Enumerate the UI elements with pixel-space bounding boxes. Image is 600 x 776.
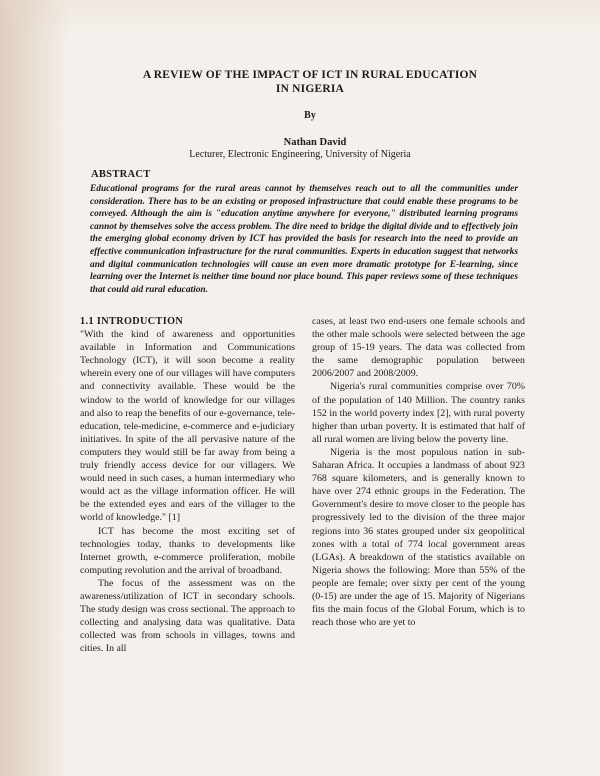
page-edge-shading — [0, 0, 70, 776]
intro-quote-paragraph: "With the kind of awareness and opportunities available in Information and Communications Technology (ICT), it will soon become a reality wherein every one of our villages will have computers and connectivity available. These would be the window to the world of knowledge for our villages and also to reap the benefits of our e-governance, tele-education, tele-medicine, e-commerce and e-judiciary initiatives. In spite of the all pervasive nature of the computers they would still be far away from being a truly friendly access device for our villagers. We would need in such cases, a human intermediary who would act as the village information officer. He will be the extended eyes and ears of the villager to the world of knowledge." [1] — [80, 329, 295, 524]
left-column — [80, 315, 295, 655]
right-column — [312, 315, 525, 629]
nigeria-overview-paragraph: Nigeria is the most populous nation in sub-Saharan Africa. It occupies a landmass of about 923 768 square kilometers, and is generally known to have over 274 ethnic groups in the Federation. The Government's desire to move closer to the people has progressively led to the division of the three major regions into 36 states grouped under six geopolitical zones with a total of 774 local government areas (LGAs). A breakdown of the statistics available on Nigeria shows the following: More than 55% of the people are female; over sixty per cent of the young (0-15) are under the age of 15. Majority of Nigerians fits the main focus of the Global Forum, which is to reach those who are yet to — [312, 446, 525, 629]
author-affiliation: Lecturer, Electronic Engineering, University of Nigeria — [189, 149, 411, 160]
author-name: Nathan David — [283, 137, 347, 148]
paper-title: A REVIEW OF THE IMPACT OF ICT IN RURAL EDUCATION IN NIGERIA — [142, 69, 478, 95]
study-continuation-paragraph: cases, at least two end-users one female schools and the other male schools were selected between the age group of 15-19 years. The data was collected from the same demographic population between 2006/2007 and 2008/2009. — [312, 316, 525, 380]
section-heading-introduction: 1.1 INTRODUCTION — [80, 316, 184, 327]
rural-communities-paragraph: Nigeria's rural communities comprise over 70% of the population of 140 Million. The country ranks 152 in the world poverty index [2], with rural poverty higher than urban poverty. It is estimated that half of all rural women are living below the poverty line. — [312, 381, 525, 445]
assessment-paragraph: The focus of the assessment was on the awareness/utilization of ICT in secondary schools. The study design was cross sectional. The approach to collecting and analysing data was qualitative. Data collected was from schools in villages, towns and cities. In all — [80, 577, 295, 655]
ict-paragraph: ICT has become the most exciting set of technologies today, thanks to developments like Internet growth, e-commerce proliferation, mobile computing revolution and the arrival of broadband. — [80, 525, 295, 576]
abstract-text: Educational programs for the rural areas cannot by themselves reach out to all the communities under consideration. There has to be an existing or proposed infrastructure that could enable these programs to be conveyed. Although the aim is "education anytime anywhere for everyone," distributed learning programs cannot by themselves solve the access problem. The dire need to bridge the digital divide and to effectively join the emerging global economy driven by ICT has provided the basis for research into the need to provide an effective communication infrastructure for the rural communities. Experts in education suggest that networks and digital communication technologies will cause an even more dramatic prototype for E-learning, since learning over the Internet is neither time bound nor place bound. This paper reviews some of these techniques that could aid rural education. — [90, 184, 518, 295]
byline-label: By — [304, 110, 316, 121]
abstract-heading: ABSTRACT — [91, 169, 151, 180]
page-top-shading — [0, 0, 600, 40]
